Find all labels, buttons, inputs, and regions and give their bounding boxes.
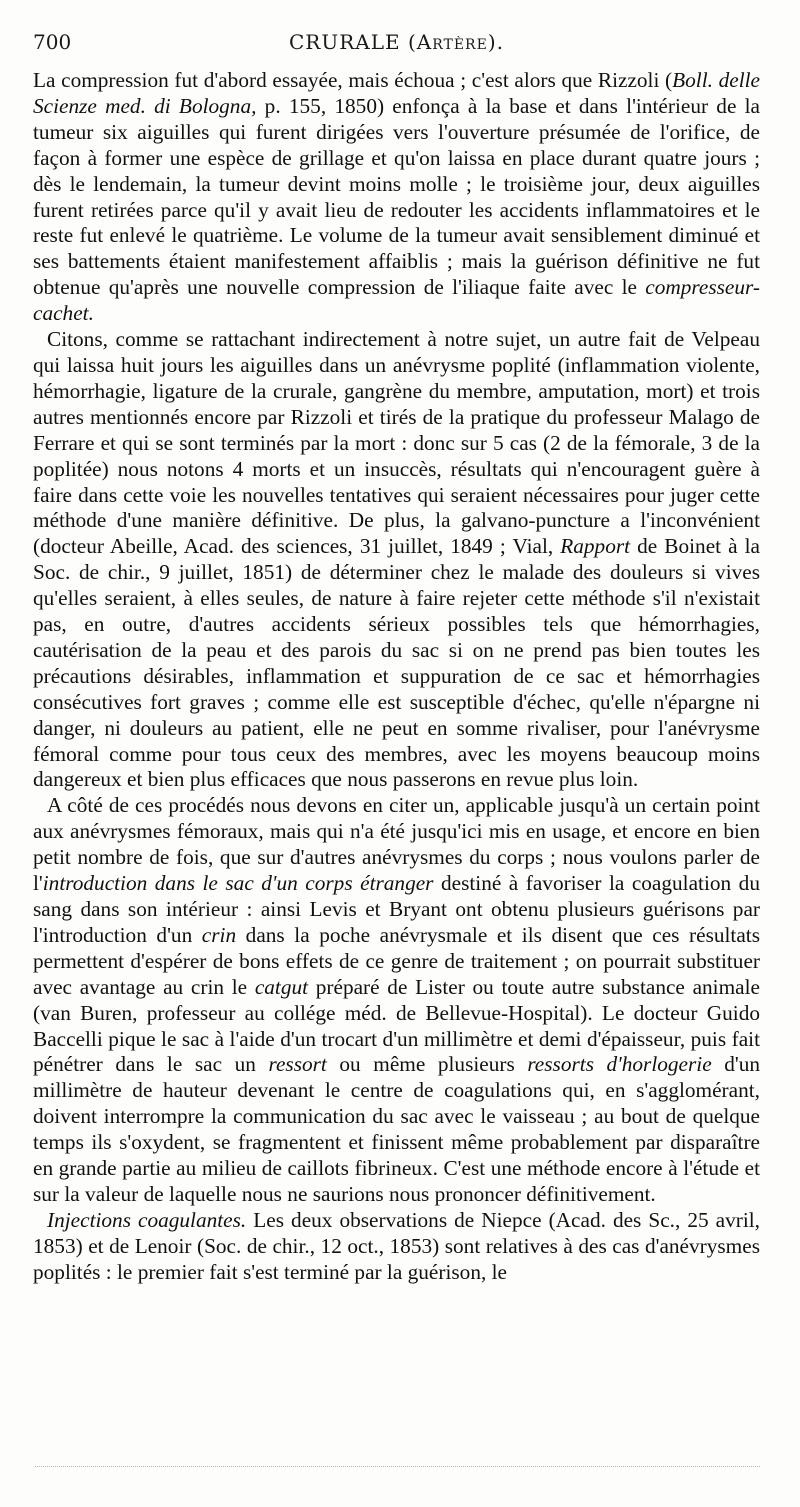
italic-run: introduction dans le sac d'un corps étranger [42, 871, 434, 896]
running-header [33, 30, 760, 60]
italic-run: catgut [254, 974, 309, 999]
page-number: 700 [33, 30, 72, 54]
italic-run: Injections coagulantes. [47, 1207, 247, 1232]
paragraph-1 [33, 68, 760, 327]
text-run: de Boinet à la Soc. de chir., 9 juillet, 1851) de déterminer chez le malade des douleurs si vives qu'elles seraient, à elles seules, de nature à faire rejeter cette méthode s'il n'existait pas, en outre, d'autres accidents sérieux possibles tels que hémorrhagies, cautérisation de la peau et des parois du sac si on ne prend pas bien toutes les précautions désirables, inflammation et suppuration de ce sac et hémorrhagies consécutives fort graves ; comme elle est susceptible d'échec, qu'elle n'épargne ni danger, ni douleurs au patient, elle ne peut en somme rivaliser, pour l'anévrysme fémoral comme pour tous ceux des membres, avec les moyens beaucoup moins dangereux et bien plus efficaces que nous passerons en revue plus loin. [33, 534, 760, 792]
page-bottom-rule [35, 1466, 760, 1471]
text-run: préparé de Lister ou toute autre substance animale (van Buren, professeur au collége méd. de Bellevue-Hospital). Le docteur Guido Baccelli pique le sac à l'aide d'un trocart d'un millimètre et demi d'épaisseur, puis fait pénétrer dans le sac un [33, 974, 760, 1077]
text-run: A côté de ces procédés nous devons en citer un, applicable jusqu'à un certain point aux anévrysmes fémoraux, mais qui n'a été jusqu'ici mis en usage, et encore en bien petit nombre de fois, que sur d'autres anévrysmes du corps ; nous voulons parler de l' [33, 793, 760, 896]
text-run: d'un millimètre de hauteur devenant le centre de coagulations qui, en s'agglomérant, doivent interrompre la communication du sac avec le vaisseau ; au bout de quelque temps ils s'oxydent, se fragmentent et finissent même probablement par disparaître en grande partie au milieu de caillots fibrineux. C'est une méthode encore à l'étude et sur la valeur de laquelle nous ne saurions nous prononcer définitivement. [33, 1052, 760, 1206]
italic-run: ressort [268, 1052, 327, 1077]
running-title-main: CRURALE ( [289, 30, 417, 54]
paragraph-2 [33, 327, 760, 793]
text-run: Les deux observations de Niepce (Acad. des Sc., 25 avril, 1853) et de Lenoir (Soc. de chir., 12 oct., 1853) sont relatives à des cas d'anévrysmes poplités : le premier fait s'est terminé par la guérison, le [33, 1207, 760, 1284]
text-run: p. 155, 1850) enfonça à la base et dans l'intérieur de la tumeur six aiguilles qui furent dirigées vers l'ouverture présumée de l'orifice, de façon à former une espèce de grillage et qu'on laissa en place durant quatre jours ; dès le lendemain, la tumeur devint moins molle ; le troisième jour, deux aiguilles furent retirées parce qu'il y avait lieu de redouter les accidents inflammatoires et le reste fut enlevé le quatrième. Le volume de la tumeur avait sensiblement diminué et ses battements étaient manifestement affaiblis ; mais la guérison définitive ne fut obtenue qu'après une nouvelle compression de l'iliaque faite avec le [33, 93, 760, 300]
running-title [33, 30, 760, 54]
text-run: La compression fut d'abord essayée, mais échoua ; c'est alors que Rizzoli ( [33, 68, 673, 92]
italic-run: ressorts d'horlogerie [527, 1052, 712, 1077]
text-run: ou même plusieurs [326, 1052, 528, 1077]
paragraph-3 [33, 793, 760, 1208]
text-run: destiné à favoriser la coagulation du sang dans son intérieur : ainsi Levis et Bryant ont obtenu plusieurs guérisons par l'introduction d'un [33, 871, 760, 947]
italic-run: crin [201, 922, 237, 947]
italic-run: Boll. delle Scienze med. di Bologna, [33, 68, 761, 118]
text-run: dans la poche anévrysmale et ils disent que ces résultats permettent d'espérer de bons effets de ce genre de traitement ; on pourrait substituer avec avantage au crin le [33, 922, 760, 999]
body-text [33, 68, 760, 1286]
paragraph-4 [33, 1208, 760, 1286]
italic-run: Rapport [560, 534, 631, 559]
running-title-end: ). [487, 30, 504, 54]
text-run: Citons, comme se rattachant indirectement à notre sujet, un autre fait de Velpeau qui laissa huit jours les aiguilles dans un anévrysme poplité (inflammation violente, hémorrhagie, ligature de la crurale, gangrène du membre, amputation, mort) et trois autres mentionnés encore par Rizzoli et tirés de la pratique du professeur Malago de Ferrare et qui se sont terminés par la mort : donc sur 5 cas (2 de la fémorale, 3 de la poplitée) nous notons 4 morts et un insuccès, résultats qui n'encouragent guère à faire dans cette voie les nouvelles tentatives qui seraient nécessaires pour juger cette méthode d'une manière définitive. De plus, la galvano-puncture a l'inconvénient (docteur Abeille, Acad. des sciences, 31 juillet, 1849 ; Vial, [33, 327, 760, 559]
italic-run: compresseur-cachet. [33, 275, 760, 326]
running-title-smallcaps: Artère [416, 30, 488, 54]
